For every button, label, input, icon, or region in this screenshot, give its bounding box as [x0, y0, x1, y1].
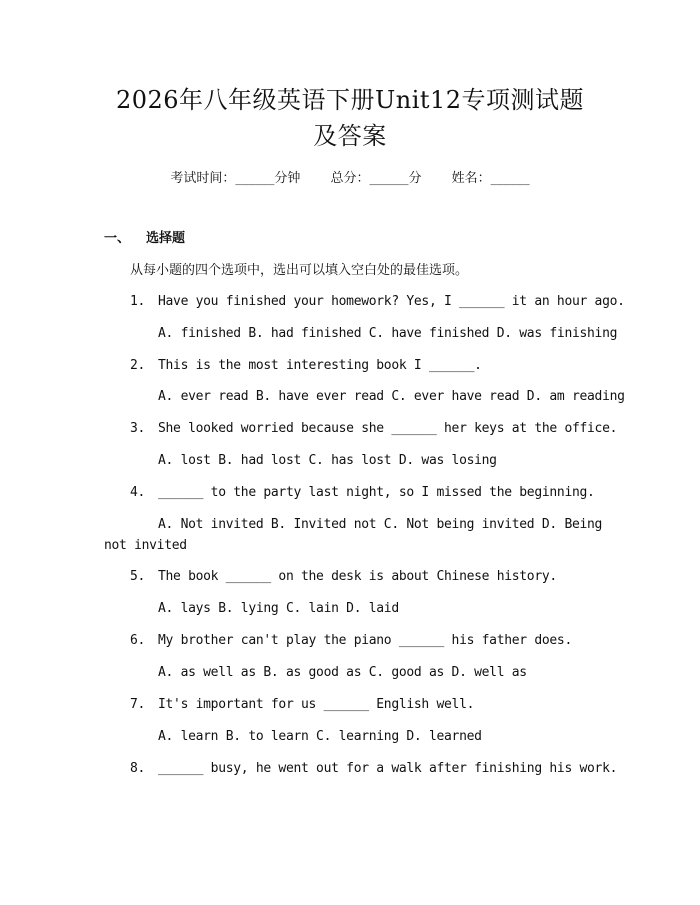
exam-info	[0, 170, 700, 188]
question-text: She looked worried because she ______ her keys at the office.	[158, 421, 618, 436]
question-number: 4.	[130, 485, 146, 500]
question-text: Have you finished your homework? Yes, I ______ it an hour ago.	[158, 294, 625, 309]
exam-total-score: 总分：______分	[330, 171, 422, 186]
question-text: It's important for us ______ English well.	[158, 697, 475, 712]
question-text: This is the most interesting book I ______.	[158, 358, 482, 373]
title-line-2: 及答案	[313, 122, 387, 150]
question-7	[130, 696, 474, 714]
title-line-1: 2026年八年级英语下册Unit12专项测试题	[115, 86, 585, 114]
question-5-options: A. lays B. lying C. lain D. laid	[158, 601, 399, 616]
section-instruction: 从每小题的四个选项中，选出可以填入空白处的最佳选项。	[130, 263, 469, 278]
question-4	[130, 484, 595, 502]
question-7-options: A. learn B. to learn C. learning D. learned	[158, 729, 482, 744]
section-title: 选择题	[146, 231, 186, 246]
question-6	[130, 632, 572, 650]
question-text: My brother can't play the piano ______ his father does.	[158, 633, 572, 648]
document-title	[60, 82, 640, 154]
question-number: 3.	[130, 421, 146, 436]
question-8	[130, 760, 617, 778]
question-text: ______ busy, he went out for a walk after finishing his work.	[158, 761, 618, 776]
question-3	[130, 420, 617, 438]
question-number: 5.	[130, 569, 146, 584]
question-4-options: A. Not invited B. Invited not C. Not being invited D. Being not invited	[104, 517, 603, 553]
question-number: 8.	[130, 761, 146, 776]
question-6-options: A. as well as B. as good as C. good as D. well as	[158, 665, 527, 680]
question-number: 2.	[130, 358, 146, 373]
section-heading	[104, 230, 185, 248]
question-5	[130, 568, 557, 586]
question-1	[130, 293, 625, 311]
section-number: 一、	[104, 231, 131, 246]
question-text: The book ______ on the desk is about Chinese history.	[158, 569, 557, 584]
question-1-options: A. finished B. had finished C. have finished D. was finishing	[158, 326, 618, 341]
question-number: 1.	[130, 294, 146, 309]
question-text: ______ to the party last night, so I missed the beginning.	[158, 485, 595, 500]
question-number: 6.	[130, 633, 146, 648]
question-2-options: A. ever read B. have ever read C. ever have read D. am reading	[158, 389, 625, 404]
question-3-options: A. lost B. had lost C. has lost D. was losing	[158, 453, 497, 468]
question-2	[130, 357, 482, 375]
exam-time: 考试时间：______分钟	[170, 171, 301, 186]
exam-name-field: 姓名：______	[451, 171, 530, 186]
question-number: 7.	[130, 697, 146, 712]
